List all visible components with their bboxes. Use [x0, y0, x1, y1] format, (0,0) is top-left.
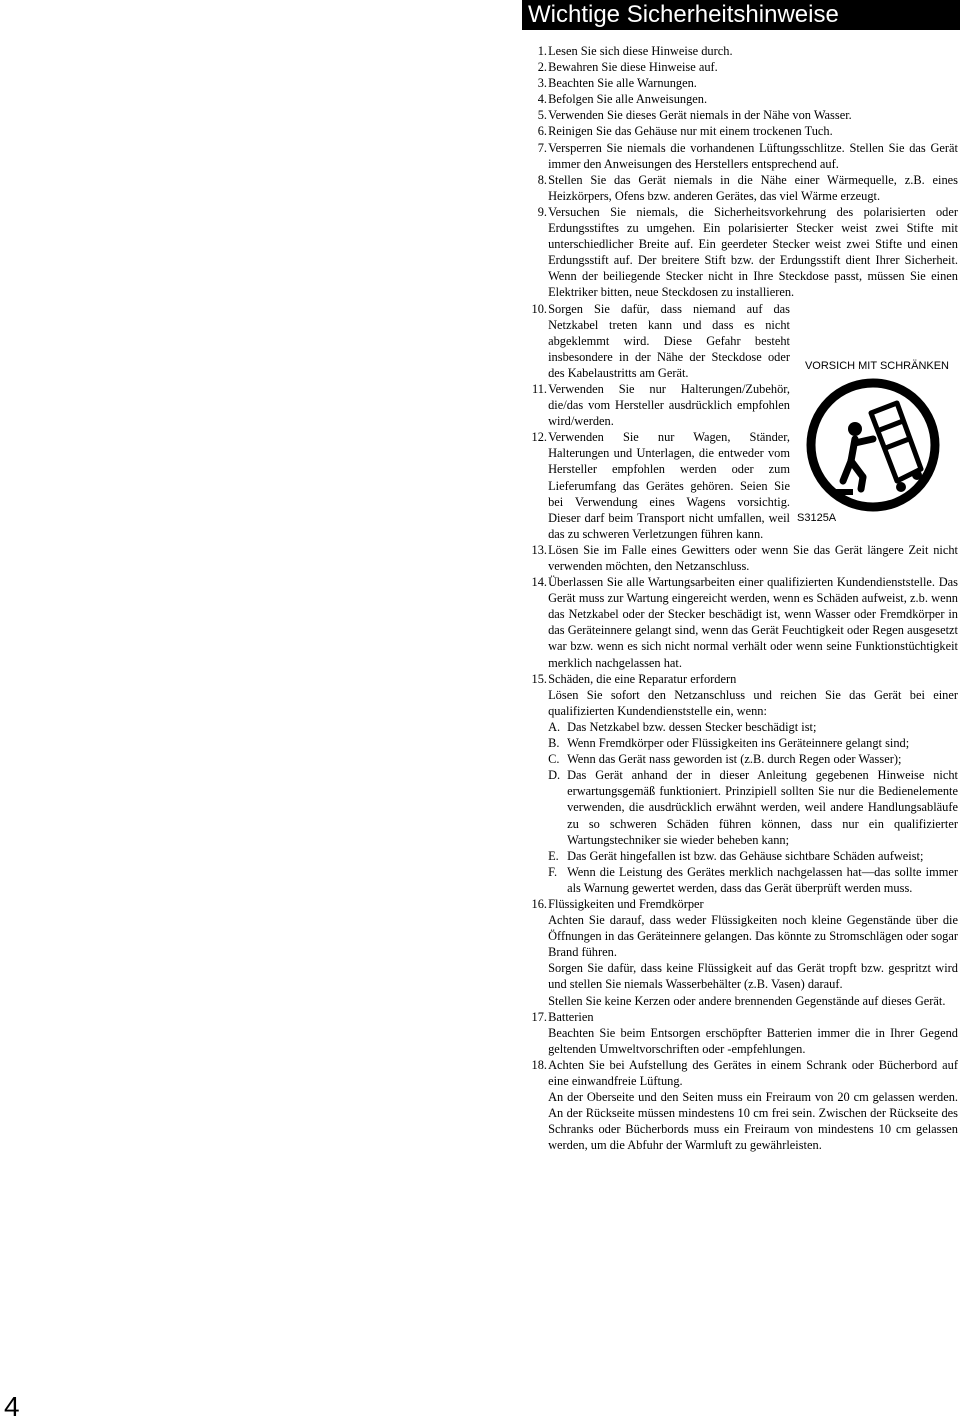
- sub-item-label: A.: [548, 719, 561, 734]
- list-item: [522, 43, 958, 59]
- item-number: 5.: [537, 108, 547, 123]
- sub-item: [548, 767, 958, 847]
- sub-item-label: F.: [548, 864, 558, 879]
- page-number: 4: [4, 1391, 20, 1422]
- item-number: 7.: [537, 140, 547, 155]
- list-item: [522, 140, 958, 172]
- item-text: Befolgen Sie alle Anweisungen.: [548, 92, 708, 107]
- item-text: Achten Sie darauf, dass weder Flüssigkeiten noch kleine Gegenstände über die Öffnungen in das Geräteinnere gelangen. Das könnte zu Stromschlägen oder sogar Brand führen.: [548, 913, 958, 960]
- list-item: [522, 123, 958, 139]
- cart-warning-figure: [797, 360, 957, 530]
- item-number: 10.: [531, 301, 547, 316]
- item-number: 18.: [531, 1057, 547, 1072]
- list-item: [522, 574, 958, 671]
- list-item: [522, 896, 958, 1009]
- sub-item-text: Das Gerät hingefallen ist bzw. das Gehäuse sichtbare Schäden aufweist;: [567, 848, 924, 863]
- page-title: Wichtige Sicherheitshinweise: [522, 0, 960, 30]
- item-number: 13.: [531, 542, 547, 557]
- item-text: Verwenden Sie nur Halterungen/Zubehör, die/das vom Hersteller ausdrücklich empfohlen wird/werden.: [548, 381, 790, 429]
- item-text: Versuchen Sie niemals, die Sicherheitsvorkehrung des polarisierten oder Erdungsstiftes zu umgehen. Ein polarisierter Stecker weist zwei Stifte mit unterschiedlicher Breite auf. Ein geerdeter Stecker weist zwei Stifte und einen Erdungsstift auf. Der breitere Stift bzw. der Erdungsstift dient Ihrer Sicherheit. Wenn der beiliegende Stecker nicht in Ihre Steckdose passt, müssen Sie einen Elektriker bitten, neue Steckdosen zu installieren.: [548, 204, 958, 300]
- list-item: [522, 91, 958, 107]
- sub-item: [548, 848, 958, 864]
- figure-caption: VORSICH MIT SCHRÄNKEN: [804, 360, 950, 372]
- item-number: 1.: [537, 44, 547, 58]
- item-text: Lösen Sie sofort den Netzanschluss und reichen Sie das Gerät bei einer qualifizierten Kundendienststelle ein, wenn:: [548, 687, 958, 718]
- list-item: [522, 671, 958, 896]
- item-heading: Batterien: [548, 1009, 594, 1024]
- list-item: [522, 204, 958, 301]
- item-text: Versperren Sie niemals die vorhandenen Lüftungsschlitze. Stellen Sie das Gerät immer den Anweisungen des Herstellers entsprechend auf.: [548, 140, 958, 171]
- item-number: 11.: [531, 381, 547, 396]
- sub-item-label: D.: [548, 768, 561, 783]
- item-heading: Schäden, die eine Reparatur erfordern: [548, 671, 737, 686]
- item-text: Lesen Sie sich diese Hinweise durch.: [548, 44, 733, 58]
- list-item: [522, 172, 958, 204]
- sub-item-label: E.: [548, 848, 559, 863]
- sub-item-text: Das Netzkabel bzw. dessen Stecker beschädigt ist;: [567, 719, 817, 734]
- sub-item-label: B.: [548, 736, 560, 751]
- item-text: Sorgen Sie dafür, dass keine Flüssigkeit auf das Gerät tropft bzw. gespritzt wird und stellen Sie niemals Wasserbehälter (z.B. Vasen) darauf.: [548, 961, 958, 992]
- item-number: 8.: [537, 172, 547, 187]
- sub-item: [548, 719, 958, 735]
- item-text: Sorgen Sie dafür, dass niemand auf das Netzkabel treten kann und dass es nicht abgeklemmt wird. Diese Gefahr besteht insbesondere in der Nähe der Steckdose oder des Kabelaustritts am Gerät.: [548, 301, 790, 380]
- item-heading: Flüssigkeiten und Fremdkörper: [548, 896, 704, 911]
- list-item: [522, 59, 958, 75]
- item-text: Stellen Sie das Gerät niemals in die Nähe einer Wärmequelle, z.B. eines Heizkörpers, Ofens bzw. anderen Gerätes, das viel Wärme erzeugt.: [548, 172, 958, 203]
- sub-item-label: C.: [548, 752, 560, 767]
- item-text: Lösen Sie im Falle eines Gewitters oder wenn Sie das Gerät längere Zeit nicht verwenden möchten, den Netzanschluss.: [548, 542, 958, 573]
- item-number: 15.: [531, 671, 547, 686]
- sub-item-text: Wenn die Leistung des Gerätes merklich nachgelassen hat—das sollte immer als Warnung gewertet werden, dass das Gerät überprüft werden muss.: [567, 864, 958, 895]
- sub-item: [548, 864, 958, 896]
- item-number: 2.: [537, 60, 547, 75]
- sub-item-text: Wenn das Gerät nass geworden ist (z.B. durch Regen oder Wasser);: [567, 752, 902, 767]
- item-number: 3.: [537, 76, 547, 91]
- item-text: Reinigen Sie das Gehäuse nur mit einem trockenen Tuch.: [548, 124, 833, 139]
- item-text: Beachten Sie alle Warnungen.: [548, 76, 697, 91]
- item-text: Beachten Sie beim Entsorgen erschöpfter Batterien immer die in Ihrer Gegend geltenden Umweltvorschriften oder -empfehlungen.: [548, 1025, 958, 1056]
- item-number: 12.: [531, 430, 547, 445]
- item-number: 16.: [531, 896, 547, 911]
- list-item: [522, 1057, 958, 1154]
- item-text: Stellen Sie keine Kerzen oder andere brennenden Gegenstände auf dieses Gerät.: [548, 993, 946, 1008]
- sub-item-text: Wenn Fremdkörper oder Flüssigkeiten ins Geräteinnere gelangt sind;: [567, 736, 910, 751]
- list-item: [522, 107, 958, 123]
- sub-item: [548, 751, 958, 767]
- list-item: [522, 75, 958, 91]
- list-item: [522, 1009, 958, 1057]
- list-item: [522, 542, 958, 574]
- safety-instructions-list: [522, 43, 958, 1153]
- item-heading: Achten Sie bei Aufstellung des Gerätes in einem Schrank oder Bücherbord auf eine einwandfreie Lüftung.: [548, 1057, 958, 1088]
- figure-code: S3125A: [797, 512, 837, 524]
- sub-item: [548, 735, 958, 751]
- cart-tip-over-warning-icon: [805, 377, 941, 513]
- item-text: Überlassen Sie alle Wartungsarbeiten einer qualifizierten Kundendienststelle. Das Gerät muss zur Wartung eingereicht werden, wenn es Schäden aufweist, z.b. wenn das Netzkabel oder der Stecker beschädigt ist, wenn Wasser oder Fremdkörper in das Geräteinnere gelangt sind, wenn das Gerät Feuchtigkeit oder Regen ausgesetzt war bzw. wenn es sich nicht normal verhält oder wenn seine Funktionstüchtigkeit merklich nachgelassen hat.: [548, 575, 958, 670]
- item-text: Verwenden Sie dieses Gerät niemals in der Nähe von Wasser.: [548, 108, 852, 123]
- item-number: 9.: [537, 204, 547, 219]
- item-number: 6.: [537, 124, 547, 139]
- sub-item-text: Das Gerät anhand der in dieser Anleitung gegebenen Hinweise nicht erwartungsgemäß funktioniert. Prinzipiell sollten Sie nur die Bedienelemente verwenden, die ausdrücklich erwähnt werden, weil andere Handlungsabläufe zu so schweren Schäden führen können, dass nur ein qualifizierter Wartungstechniker sie wieder beheben kann;: [567, 768, 958, 847]
- item-text: Bewahren Sie diese Hinweise auf.: [548, 60, 718, 75]
- item-number: 14.: [531, 575, 547, 590]
- item-number: 17.: [531, 1009, 547, 1024]
- item-number: 4.: [537, 92, 547, 107]
- item-text: Verwenden Sie nur Wagen, Ständer, Halterungen und Unterlagen, die entweder vom Hersteller empfohlen werden oder zum Lieferumfang das Gerätes gehören. Seien Sie bei Verwendung eines Wagens vorsichtig. Dieser darf beim Transport nicht umfallen, weil das zu schweren Verletzungen führen kann.: [548, 430, 790, 541]
- item-text: An der Oberseite und den Seiten muss ein Freiraum von 20 cm gelassen werden. An der Rückseite müssen mindestens 10 cm frei sein. Zwischen der Rückseite des Schranks oder Bücherbords muss ein Freiraum von mindestens 10 cm gelassen werden, um die Abfuhr der Warmluft zu gewährleisten.: [548, 1090, 958, 1153]
